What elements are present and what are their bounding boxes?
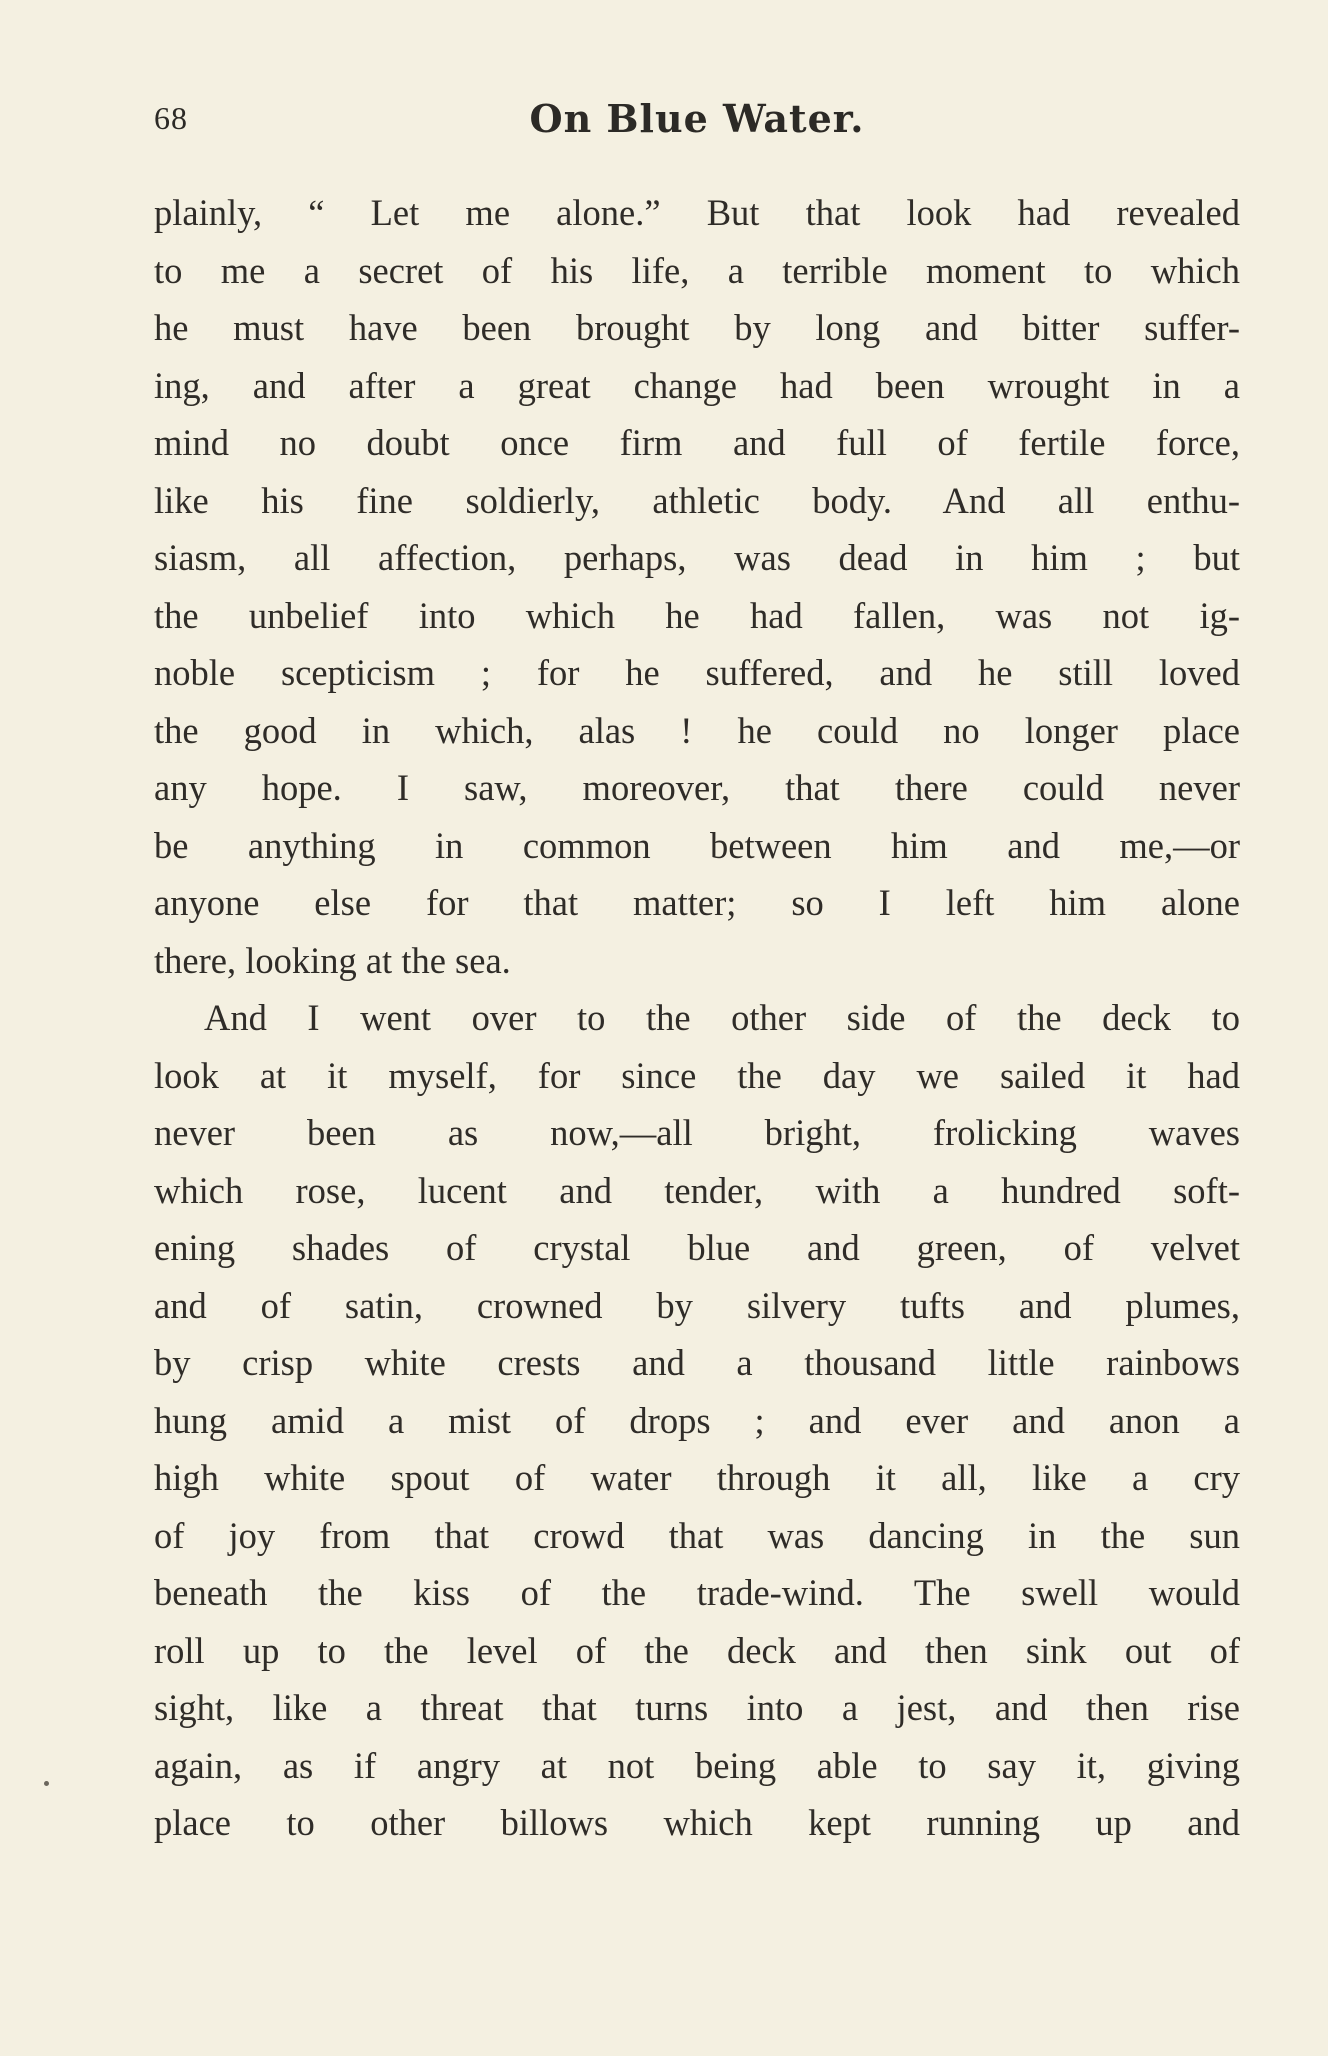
text-line: siasm, all affection, perhaps, was dead in him ; but [154, 537, 1240, 578]
text-line: to me a secret of his life, a terrible moment to which [154, 249, 1240, 291]
running-title: On Blue Water. [529, 96, 865, 141]
text-line: never been as now,—all bright, frolicking waves [154, 1112, 1240, 1153]
text-line: and of satin, crowned by silvery tufts and plumes, [154, 1284, 1240, 1326]
text-line: sight, like a threat that turns into a jest, and then rise [154, 1687, 1240, 1728]
text-line: by crisp white crests and a thousand little rainbows [154, 1342, 1240, 1383]
text-line: the good in which, alas ! he could no longer place [154, 709, 1240, 751]
text-line: mind no doubt once firm and full of fertile force, [154, 422, 1240, 463]
text-line: noble scepticism ; for he suffered, and he still loved [154, 652, 1240, 693]
paragraph [154, 184, 1240, 989]
text-line: any hope. I saw, moreover, that there could never [154, 767, 1240, 808]
text-line: he must have been brought by long and bitter suffer- [154, 307, 1240, 348]
text-line: And I went over to the other side of the deck to [204, 997, 1240, 1038]
text-line: ening shades of crystal blue and green, of velvet [154, 1227, 1240, 1268]
text-line: ing, and after a great change had been wrought in a [154, 364, 1240, 406]
text-line: like his fine soldierly, athletic body. And all enthu- [154, 479, 1240, 521]
text-line: plainly, “ Let me alone.” But that look had revealed [154, 192, 1240, 233]
page-number: 68 [154, 100, 188, 136]
text-line: be anything in common between him and me,—or [154, 824, 1240, 866]
text-line: of joy from that crowd that was dancing in the sun [154, 1514, 1240, 1556]
text-line: there, looking at the sea. [154, 939, 511, 981]
text-line: which rose, lucent and tender, with a hundred soft- [154, 1169, 1240, 1211]
text-line: roll up to the level of the deck and then sink out of [154, 1629, 1240, 1671]
paragraph [154, 989, 1240, 1852]
text-line: place to other billows which kept running up and [154, 1802, 1240, 1843]
text-line: high white spout of water through it all, like a cry [154, 1457, 1240, 1498]
margin-dot-mark [44, 1781, 49, 1786]
text-line: the unbelief into which he had fallen, was not ig- [154, 594, 1240, 636]
text-line: beneath the kiss of the trade-wind. The swell would [154, 1572, 1240, 1613]
body-text [154, 184, 1240, 1852]
running-head [154, 96, 1240, 156]
text-line: look at it myself, for since the day we sailed it had [154, 1054, 1240, 1096]
text-line: again, as if angry at not being able to say it, giving [154, 1744, 1240, 1786]
text-line: anyone else for that matter; so I left him alone [154, 882, 1240, 923]
text-line: hung amid a mist of drops ; and ever and anon a [154, 1399, 1240, 1441]
